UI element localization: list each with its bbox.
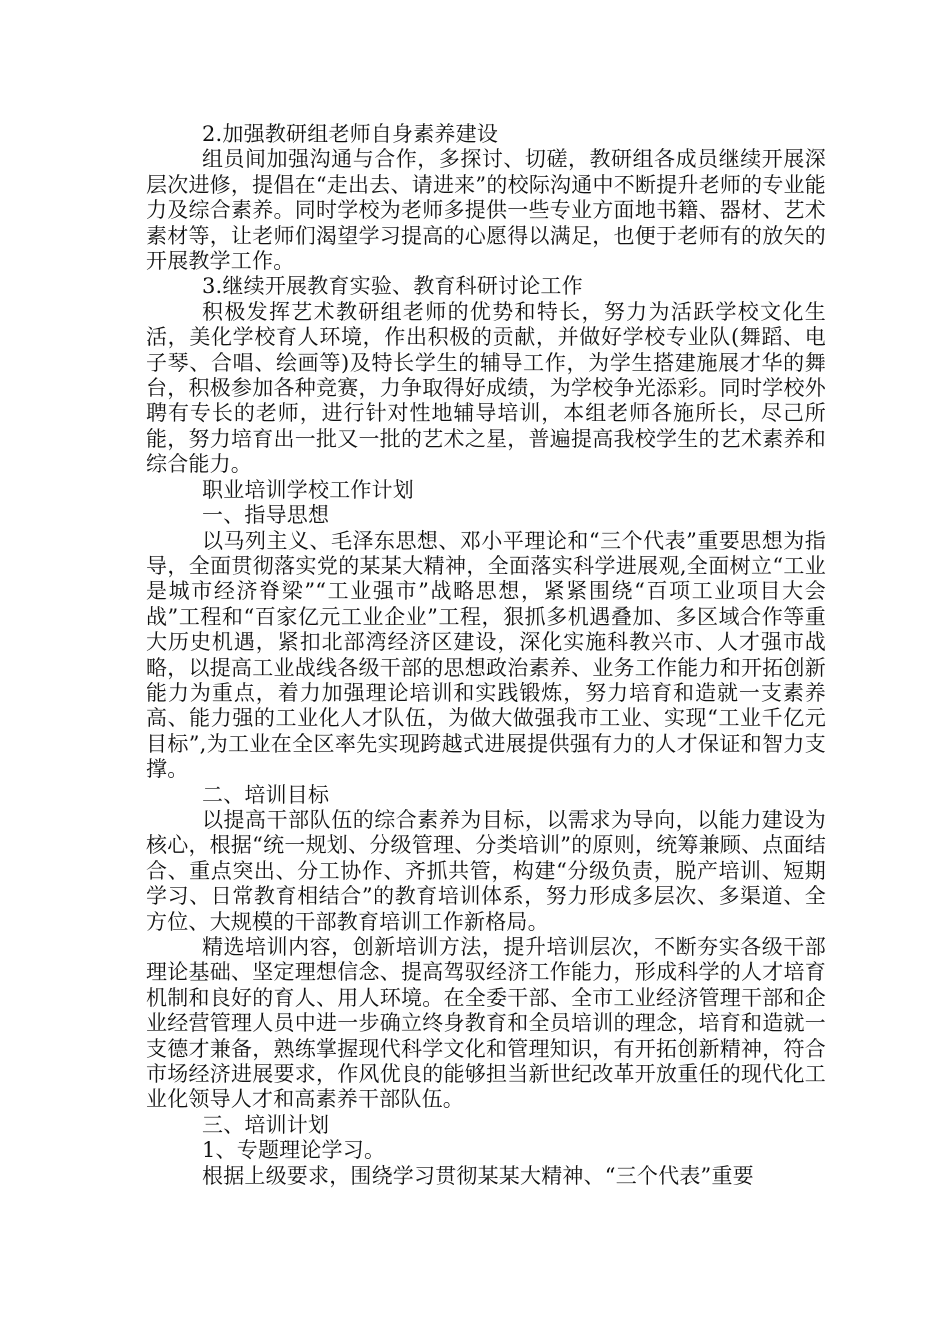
section-heading: 二、培训目标 xyxy=(202,782,330,807)
section-heading: 3.继续开展教育实验、教育科研讨论工作 xyxy=(202,274,583,299)
paragraph: 以马列主义、毛泽东思想、邓小平理论和“三个代表”重要思想为指导，全面贯彻落实党的某某大精神，全面落实科学进展观,全面树立“工业是城市经济脊梁”“工业强市”战略思想，紧紧围绕“百项工业项目大会战”工程和“百家亿元工业企业”工程，狠抓多机遇叠加、多区域合作等重大历史机遇，紧扣北部湾经济区建设，深化实施科教兴市、人才强市战略，以提高工业战线各级干部的思想政治素养、业务工作能力和开拓创新能力为重点，着力加强理论培训和实践锻炼，努力培育和造就一支素养高、能力强的工业化人才队伍，为做大做强我市工业、实现“工业千亿元目标”,为工业在全区率先实现跨越式进展提供强有力的人才保证和智力支撑。 xyxy=(146,528,826,782)
paragraph: 根据上级要求，围绕学习贯彻某某大精神、“三个代表”重要 xyxy=(202,1163,754,1188)
subsection-heading: 1、专题理论学习。 xyxy=(202,1138,386,1163)
paragraph: 组员间加强沟通与合作，多探讨、切磋，教研组各成员继续开展深层次进修，提倡在“走出去、请进来”的校际沟通中不断提升老师的专业能力及综合素养。同时学校为老师多提供一些专业方面地书籍、器材、艺术素材等，让老师们渴望学习提高的心愿得以满足，也便于老师有的放矢的开展教学工作。 xyxy=(146,147,826,274)
section-heading: 三、培训计划 xyxy=(202,1112,330,1137)
section-heading: 2.加强教研组老师自身素养建设 xyxy=(202,122,499,146)
document-body xyxy=(146,122,826,1189)
paragraph: 精选培训内容，创新培训方法，提升培训层次，不断夯实各级干部理论基础、坚定理想信念、提高驾驭经济工作能力，形成科学的人才培育机制和良好的育人、用人环境。在全委干部、全市工业经济管理干部和企业经营管理人员中进一步确立终身教育和全员培训的理念，培育和造就一支德才兼备，熟练掌握现代科学文化和管理知识，有开拓创新精神，符合市场经济进展要求，作风优良的能够担当新世纪改革开放重任的现代化工业化领导人才和高素养干部队伍。 xyxy=(146,935,826,1112)
paragraph: 以提高干部队伍的综合素养为目标，以需求为导向，以能力建设为核心，根据“统一规划、分级管理、分类培训”的原则，统筹兼顾、点面结合、重点突出、分工协作、齐抓共管，构建“分级负责，脱产培训、短期学习、日常教育相结合”的教育培训体系，努力形成多层次、多渠道、全方位、大规模的干部教育培训工作新格局。 xyxy=(146,807,826,934)
paragraph: 积极发挥艺术教研组老师的优势和特长，努力为活跃学校文化生活，美化学校育人环境，作出积极的贡献，并做好学校专业队(舞蹈、电子琴、合唱、绘画等)及特长学生的辅导工作，为学生搭建施展才华的舞台，积极参加各种竞赛，力争取得好成绩，为学校争光添彩。同时学校外聘有专长的老师，进行针对性地辅导培训，本组老师各施所长，尽己所能，努力培育出一批又一批的艺术之星，普遍提高我校学生的艺术素养和综合能力。 xyxy=(146,299,826,477)
document-title: 职业培训学校工作计划 xyxy=(202,477,414,502)
section-heading: 一、指导思想 xyxy=(202,503,330,528)
